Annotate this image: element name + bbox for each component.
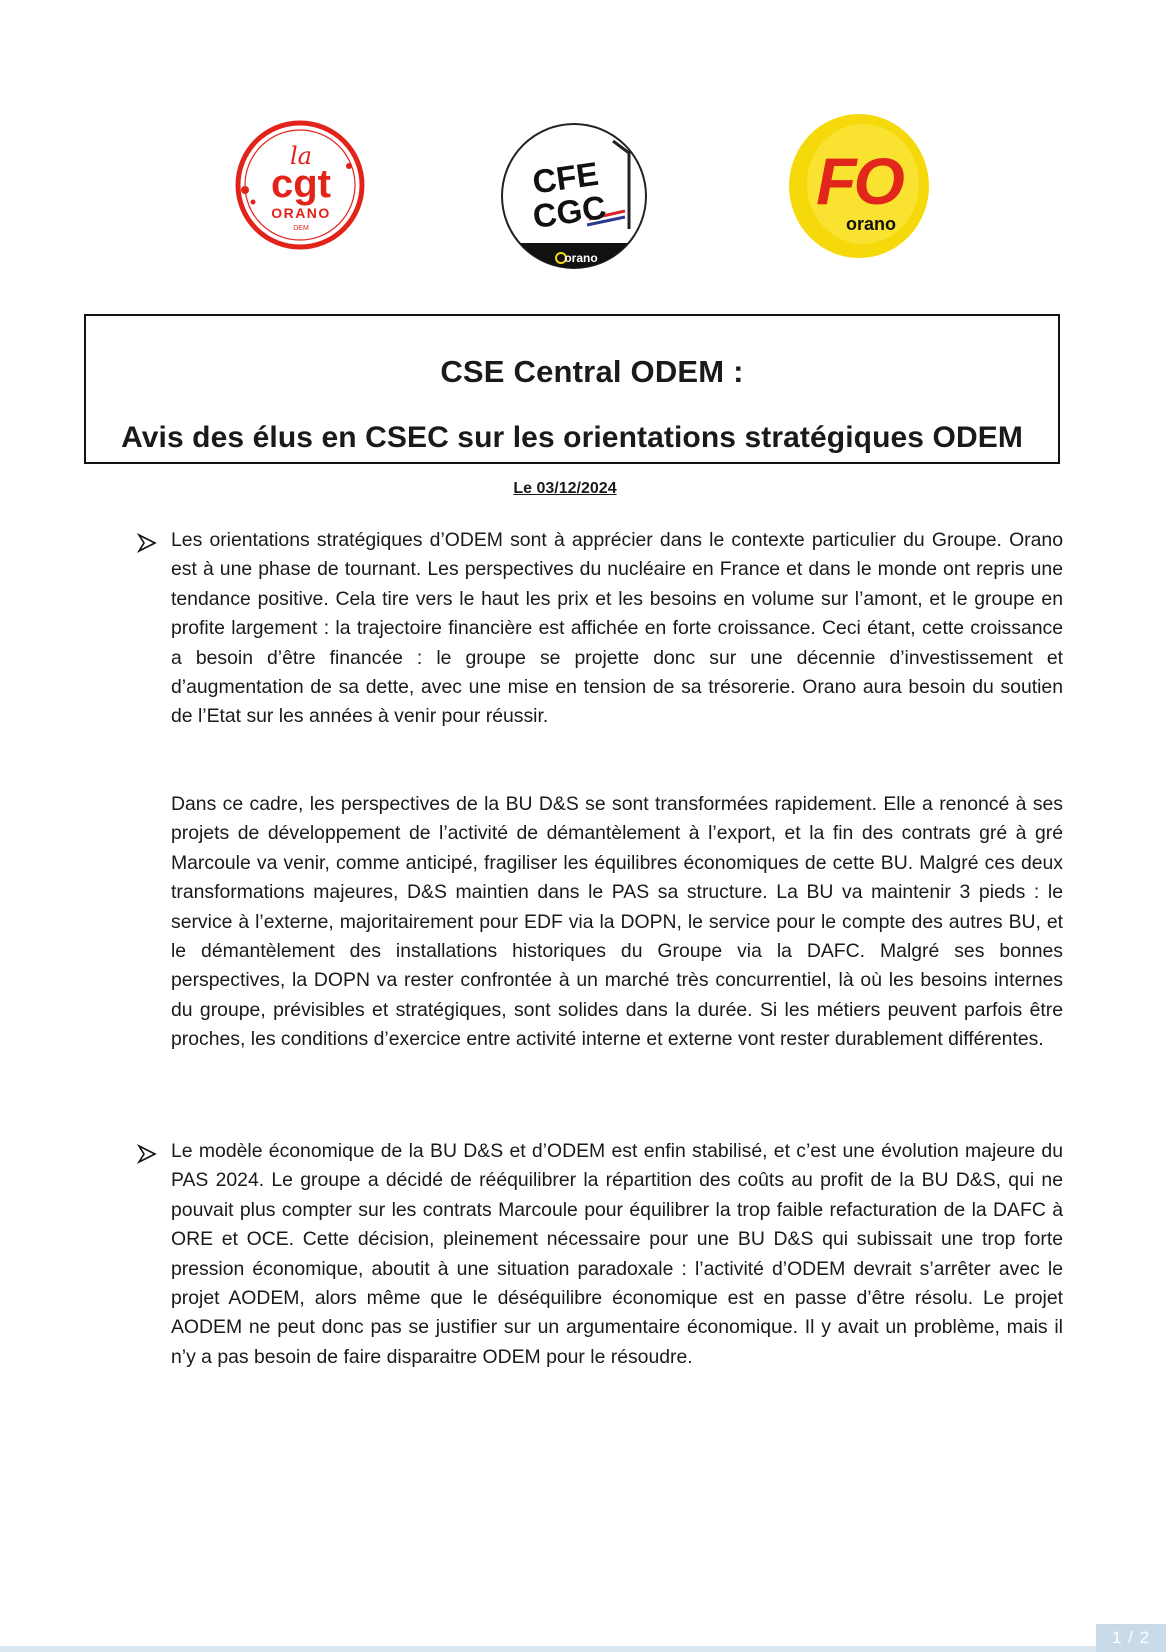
cfe-logo-line2: CGC	[530, 188, 609, 236]
paragraph-modele-economique: Le modèle économique de la BU D&S et d’ODEM est enfin stabilisé, et c’est une évolution majeure du PAS 2024. Le groupe a décidé de rééquilibrer la répartition des coûts au profit de la BU D&S, qui ne pouvait plus compter sur les contrats Marcoule pour équilibrer la trop faible refacturation de la DAFC à ORE et OCE. Cette décision, pleinement nécessaire pour une BU D&S qui subissait une trop forte pression économique, aboutit à une situation paradoxale : l’activité d’ODEM devrait s’arrêter avec le projet AODEM, alors même que le déséquilibre économique est en passe d’être résolu. Le projet AODEM ne peut donc pas se justifier sur un argumentaire économique. Il y avait un problème, mais il n’y a pas besoin de faire disparaitre ODEM pour le résoudre.	[171, 1140, 1063, 1368]
cgt-logo-la: la	[290, 142, 312, 170]
cgt-orano-logo	[233, 118, 367, 252]
cfe-cgc-orano-logo	[501, 117, 647, 275]
document-date: Le 03/12/2024	[513, 480, 617, 497]
fo-orano-logo	[785, 108, 933, 260]
arrow-bullet-icon	[136, 532, 158, 554]
cfe-logo-line1: CFE	[530, 154, 601, 201]
title-box	[84, 314, 1060, 464]
cgt-logo-dem: DEM	[293, 225, 309, 232]
document-subtitle: Avis des élus en CSEC sur les orientations stratégiques ODEM	[121, 421, 1023, 454]
fo-logo-orano: orano	[845, 214, 897, 234]
document-title: CSE Central ODEM :	[440, 354, 744, 389]
arrow-bullet-icon	[136, 1143, 158, 1165]
cfe-logo-orano: orano	[564, 251, 598, 265]
cgt-logo-brand: cgt	[271, 162, 331, 206]
paragraph-orientations: Les orientations stratégiques d’ODEM sont à apprécier dans le contexte particulier du Groupe. Orano est à une phase de tournant. Les perspectives du nucléaire en France et dans le monde ont repris une tendance positive. Cela tire vers le haut les prix et les besoins en volume sur l’amont, et le groupe en profite largement : la trajectoire financière est affichée en forte croissance. Ceci étant, cette croissance a besoin d’être financée : le groupe se projette donc sur une décennie d’investissement et d’augmentation de sa dette, avec une mise en tension de sa trésorerie. Orano aura besoin du soutien de l’Etat sur les années à venir pour réussir.	[171, 529, 1063, 728]
page-indicator: 1 / 2	[1096, 1624, 1166, 1652]
viewer-bottom-bar	[0, 1646, 1096, 1652]
fo-logo-brand: FO	[816, 144, 902, 218]
cgt-logo-orano: ORANO	[271, 205, 331, 221]
paragraph-bu-ds: Dans ce cadre, les perspectives de la BU D&S se sont transformées rapidement. Elle a renoncé à ses projets de développement de l’activité de démantèlement à l’export, et la fin des contrats gré à gré Marcoule va venir, comme anticipé, fragiliser les équilibres économiques de cette BU. Malgré ces deux transformations majeures, D&S maintien dans le PAS sa structure. La BU va maintenir 3 pieds : le service à l’externe, majoritairement pour EDF via la DOPN, le service pour le compte des autres BU, et le démantèlement des installations historiques du Groupe via la DAFC. Malgré ses bonnes perspectives, la DOPN va rester confrontée à un marché très concurrentiel, là où les besoins internes du groupe, prévisibles et stratégiques, sont solides dans la durée. Si les métiers peuvent parfois être proches, les conditions d’exercice entre activité interne et externe vont rester durablement différentes.	[171, 793, 1063, 1051]
